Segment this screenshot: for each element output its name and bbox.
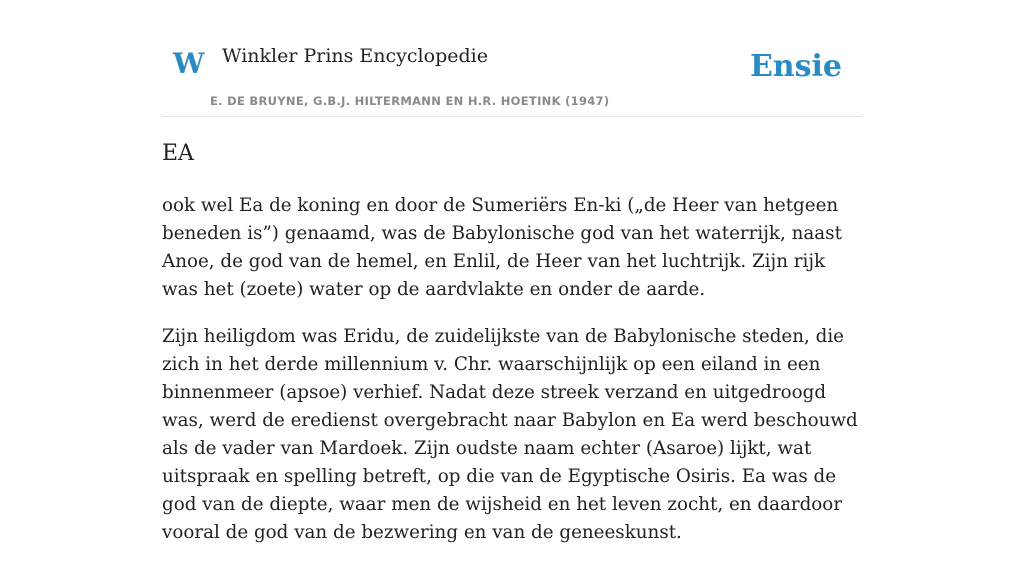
- article-page: [162, 0, 862, 543]
- article-title: EA: [162, 141, 194, 166]
- winkler-prins-logo[interactable]: W: [173, 47, 205, 80]
- article-paragraph: ook wel Ea de koning en door de Sumeriërs En-ki („de Heer van hetgeen beneden is”) genaamd, was de Babylonische god van het waterrijk, naast Anoe, de god van de hemel, en Enlil, de Heer van het luchtrijk. Zijn rijk was het (zoete) water op de aardvlakte en onder de aarde.: [162, 195, 842, 300]
- publication-title[interactable]: Winkler Prins Encyclopedie: [222, 45, 488, 67]
- publication-authors: E. DE BRUYNE, G.B.J. HILTERMANN EN H.R. HOETINK (1947): [210, 94, 610, 108]
- page-header: [162, 0, 862, 117]
- ensie-logo[interactable]: Ensie: [749, 49, 842, 84]
- article-body: [162, 192, 862, 566]
- article-paragraph: Zijn heiligdom was Eridu, de zuidelijkste van de Babylonische steden, die zich in het derde millennium v. Chr. waarschijnlijk op een eiland in een binnenmeer (apsoe) verhief. Nadat deze streek verzand en uitgedroogd was, werd de eredienst overgebracht naar Babylon en Ea werd beschouwd als de vader van Mardoek. Zijn oudste naam echter (Asaroe) lijkt, wat uitspraak en spelling betreft, op die van de Egyptische Osiris. Ea was de god van de diepte, waar men de wijsheid en het leven zocht, en daardoor vooral de god van de bezwering en van de geneeskunst.: [162, 326, 858, 543]
